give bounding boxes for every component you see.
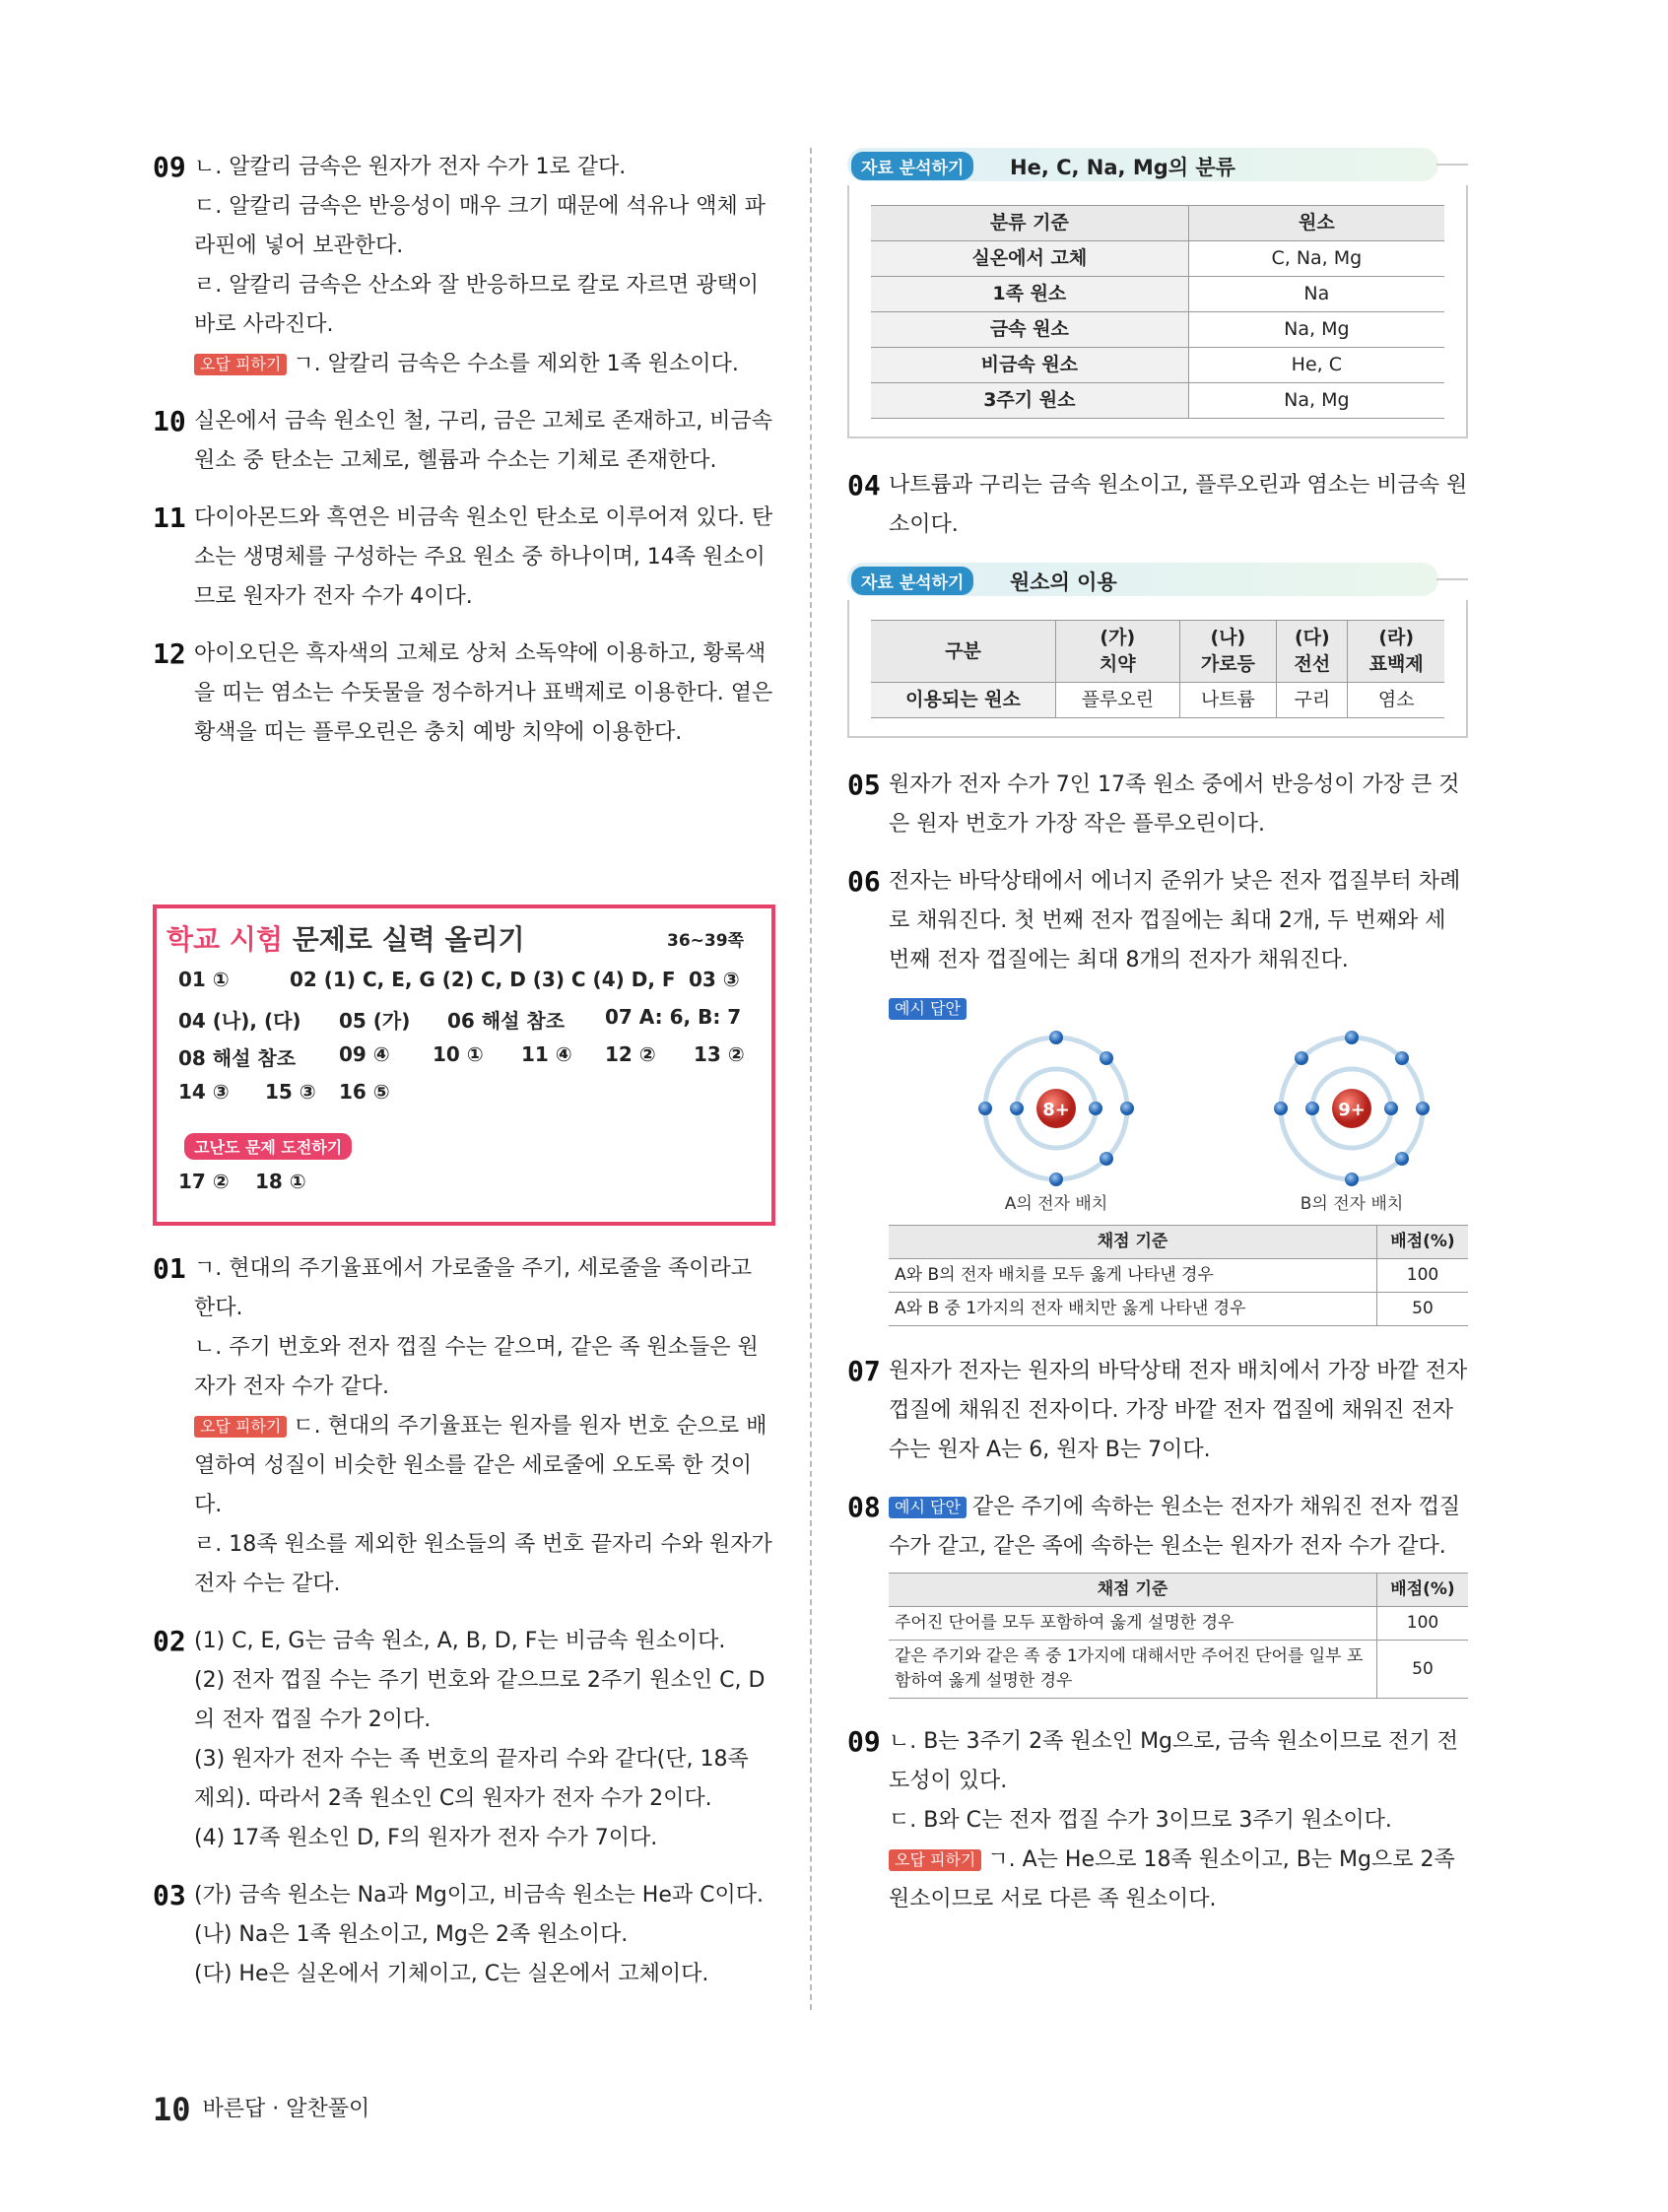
caption-b: B의 전자 배치	[1300, 1194, 1404, 1214]
answer-key: 16 ⑤	[339, 1080, 390, 1104]
question-number: 03	[153, 1879, 186, 1911]
answer-key: 03 ③	[689, 968, 740, 991]
example-answer-tag: 예시 답안	[889, 1497, 967, 1518]
nucleus-charge-a: 8+	[1042, 1100, 1070, 1120]
answer-text: 원자가 전자 수가 7인 17족 원소 중에서 반응성이 가장 큰 것은 원자 번호가 가장 작은 플루오린이다.	[889, 772, 1460, 837]
answer-line: (1) C, E, G는 금속 원소, A, B, D, F는 비금속 원소이다.	[194, 1629, 726, 1653]
table-row: 3주기 원소 Na, Mg	[871, 383, 1444, 419]
scoring-table-06: 채점 기준 배점(%) A와 B의 전자 배치를 모두 옳게 나타낸 경우 100 A와 B 중 1가지의 전자 배치만 옳게 나타낸 경우 50	[889, 1225, 1468, 1326]
answer-line: ㄹ. 18족 원소를 제외한 원소들의 족 번호 끝자리 수와 원자가 전자 수는 같다.	[194, 1532, 772, 1596]
answer-line: ㄷ. 알칼리 금속은 반응성이 매우 크기 때문에 석유나 액체 파라핀에 넣어 보관한다.	[194, 194, 766, 258]
answer-09-left	[153, 148, 773, 384]
answer-10	[153, 402, 773, 481]
answer-03	[153, 1876, 773, 1994]
wrong-answer-tag: 오답 피하기	[194, 354, 287, 375]
answer-02	[153, 1622, 773, 1858]
atom-diagram-svg	[889, 1030, 1468, 1217]
answer-text: 실온에서 금속 원소인 철, 구리, 금은 고체로 존재하고, 비금속 원소 중 탄소는 고체로, 헬륨과 수소는 기체로 존재한다.	[194, 409, 772, 473]
answer-09-right	[847, 1722, 1468, 1919]
answer-key: 09 ④	[339, 1042, 390, 1066]
scoring-table-08: 채점 기준 배점(%) 주어진 단어를 모두 포함하여 옳게 설명한 경우 100 같은 주기와 같은 족 중 1가지에 대해서만 주어진 단어를 일부 포함하여 옳게 설명한 경우 50	[889, 1573, 1468, 1699]
answer-line: ㄹ. 알칼리 금속은 산소와 잘 반응하므로 칼로 자르면 광택이 바로 사라진다.	[194, 273, 759, 337]
answer-line: ㄱ. A는 He으로 18족 원소이고, B는 Mg으로 2족 원소이므로 서로 다른 족 원소이다.	[889, 1847, 1455, 1911]
table-row: 주어진 단어를 모두 포함하여 옳게 설명한 경우 100	[889, 1607, 1468, 1641]
answer-line: (3) 원자가 전자 수는 족 번호의 끝자리 수와 같다(단, 18족 제외). 따라서 2족 원소인 C의 원자가 전자 수가 2이다.	[194, 1747, 749, 1811]
atom-b	[1274, 1031, 1430, 1186]
usage-table: 구분 (가) 치약 (나) 가로등 (다) 전선 (라) 표백제 이용되는 원소 플루오린 나트륨 구리 염소	[871, 620, 1444, 718]
atom-a	[978, 1031, 1134, 1186]
question-number: 09	[153, 151, 186, 183]
question-number: 02	[153, 1625, 186, 1657]
question-number: 08	[847, 1491, 881, 1523]
left-column	[153, 148, 773, 1986]
answer-11	[153, 499, 773, 617]
answer-key: 13 ②	[694, 1042, 745, 1066]
answer-key: 11 ④	[521, 1042, 572, 1066]
answer-line: ㄷ. B와 C는 전자 껍질 수가 3이므로 3주기 원소이다.	[889, 1808, 1392, 1833]
answer-key: 07 A: 6, B: 7	[605, 1005, 742, 1029]
analysis-box-header	[847, 563, 1468, 600]
answer-line: (4) 17족 원소인 D, F의 원자가 전자 수가 7이다.	[194, 1826, 658, 1850]
answer-line: (가) 금속 원소는 Na과 Mg이고, 비금속 원소는 He과 C이다.	[194, 1883, 764, 1908]
column-divider	[810, 148, 812, 2010]
answer-line: (다) He은 실온에서 기체이고, C는 실온에서 고체이다.	[194, 1962, 709, 1986]
electron-configuration-diagrams	[889, 1030, 1468, 1217]
answer-06-example	[889, 998, 1468, 1326]
footer-title: 바른답 · 알찬풀이	[202, 2097, 370, 2121]
answer-key: 06 해설 참조	[447, 1009, 566, 1033]
nucleus-charge-b: 9+	[1338, 1100, 1366, 1120]
question-number: 10	[153, 405, 186, 437]
caption-a: A의 전자 배치	[1004, 1194, 1108, 1214]
answer-key: 04 (나), (다)	[178, 1009, 301, 1033]
answer-line: ㄴ. 알칼리 금속은 원자가 전자 수가 1로 같다.	[194, 155, 627, 179]
answer-06	[847, 862, 1468, 980]
classification-table: 분류 기준 원소 실온에서 고체 C, Na, Mg 1족 원소 Na 금속 원소 Na, Mg 비금속 원소 He, C 3주기 원소 Na, Mg	[871, 205, 1444, 419]
answer-line: ㄷ. 현대의 주기율표는 원자를 원자 번호 순으로 배열하여 성질이 비슷한 원소를 같은 세로줄에 오도록 한 것이다.	[194, 1414, 767, 1517]
question-number: 04	[847, 469, 881, 502]
answer-04	[847, 466, 1468, 545]
page-range: 36~39쪽	[667, 931, 744, 951]
table-row: 실온에서 고체 C, Na, Mg	[871, 241, 1444, 277]
left-lower-section	[153, 1249, 773, 2012]
answer-line: ㄴ. 주기 번호와 전자 껍질 수는 같으며, 같은 족 원소들은 원자가 전자 수가 같다.	[194, 1335, 759, 1399]
question-number: 07	[847, 1355, 881, 1387]
answer-line: ㄴ. B는 3주기 2족 원소인 Mg으로, 금속 원소이므로 전기 전도성이 있다.	[889, 1729, 1458, 1793]
table-row: 비금속 원소 He, C	[871, 348, 1444, 383]
answer-text: 원자가 전자는 원자의 바닥상태 전자 배치에서 가장 바깥 전자 껍질에 채워진 전자이다. 가장 바깥 전자 껍질에 채워진 전자 수는 원자 A는 6, 원자 B는 7이다.	[889, 1359, 1468, 1462]
answer-line: ㄱ. 알칼리 금속은 수소를 제외한 1족 원소이다.	[293, 352, 739, 376]
answer-key: 10 ①	[433, 1042, 484, 1066]
hard-challenge-label: 고난도 문제 도전하기	[184, 1133, 352, 1160]
answer-key: 12 ②	[605, 1042, 656, 1066]
answer-01	[153, 1249, 773, 1604]
answer-key: 05 (가)	[339, 1009, 411, 1033]
right-column	[847, 148, 1468, 1937]
question-number: 09	[847, 1725, 881, 1758]
answer-text: 나트륨과 구리는 금속 원소이고, 플루오린과 염소는 비금속 원소이다.	[889, 473, 1468, 537]
question-number: 06	[847, 865, 881, 898]
school-box-title: 학교 시험 문제로 실력 올리기	[167, 923, 525, 956]
question-number: 12	[153, 637, 186, 670]
answer-key: 02 (1) C, E, G (2) C, D (3) C (4) D, F	[290, 968, 676, 991]
answer-08-scoring	[889, 1573, 1468, 1699]
table-row: 1족 원소 Na	[871, 277, 1444, 312]
analysis-box-header	[847, 148, 1468, 185]
answer-text: 아이오딘은 흑자색의 고체로 상처 소독약에 이용하고, 황록색을 띠는 염소는 수돗물을 정수하거나 표백제로 이용한다. 옅은 황색을 띠는 플루오린은 충치 예방 치약에 이용한다.	[194, 641, 773, 745]
answer-line: (2) 전자 껍질 수는 주기 번호와 같으므로 2주기 원소인 C, D의 전자 껍질 수가 2이다.	[194, 1668, 766, 1732]
answer-12	[153, 635, 773, 753]
analysis-title: He, C, Na, Mg의 분류	[1010, 156, 1235, 179]
usage-table-box	[847, 600, 1468, 738]
page-footer	[153, 2091, 369, 2128]
answer-text: 다이아몬드와 흑연은 비금속 원소인 탄소로 이루어져 있다. 탄소는 생명체를 구성하는 주요 원소 중 하나이며, 14족 원소이므로 원자가 전자 수가 4이다.	[194, 505, 773, 609]
analysis-title: 원소의 이용	[1010, 570, 1117, 594]
school-exam-answer-box	[153, 905, 775, 1226]
question-number: 01	[153, 1252, 186, 1285]
answer-key: 01 ①	[178, 968, 230, 991]
answer-07	[847, 1352, 1468, 1470]
answer-05	[847, 766, 1468, 844]
answer-key: 14 ③	[178, 1080, 230, 1104]
wrong-answer-tag: 오답 피하기	[194, 1416, 287, 1438]
analysis-label: 자료 분석하기	[851, 152, 973, 180]
answer-text: 같은 주기에 속하는 원소는 전자가 채워진 전자 껍질 수가 같고, 같은 족에 속하는 원소는 원자가 전자 수가 같다.	[889, 1495, 1461, 1559]
answer-key: 15 ③	[265, 1080, 316, 1104]
answer-key: 18 ①	[255, 1170, 306, 1193]
answer-text: 전자는 바닥상태에서 에너지 준위가 낮은 전자 껍질부터 차례로 채워진다. 첫 번째 전자 껍질에는 최대 2개, 두 번째와 세 번째 전자 껍질에는 최대 8개의 전자가 채워진다.	[889, 869, 1461, 972]
answer-key: 08 해설 참조	[178, 1046, 297, 1070]
table-row: A와 B 중 1가지의 전자 배치만 옳게 나타낸 경우 50	[889, 1293, 1468, 1326]
example-answer-tag: 예시 답안	[889, 998, 967, 1020]
answer-line: (나) Na은 1족 원소이고, Mg은 2족 원소이다.	[194, 1922, 629, 1947]
question-number: 05	[847, 769, 881, 801]
table-row: 같은 주기와 같은 족 중 1가지에 대해서만 주어진 단어를 일부 포함하여 옳게 설명한 경우 50	[889, 1641, 1468, 1699]
table-row: 금속 원소 Na, Mg	[871, 312, 1444, 348]
table-row: A와 B의 전자 배치를 모두 옳게 나타낸 경우 100	[889, 1259, 1468, 1293]
classification-table-box	[847, 185, 1468, 438]
analysis-label: 자료 분석하기	[851, 567, 973, 595]
page-number: 10	[153, 2091, 191, 2128]
question-number: 11	[153, 502, 186, 534]
answer-08	[847, 1488, 1468, 1567]
wrong-answer-tag: 오답 피하기	[889, 1849, 981, 1871]
answer-line: ㄱ. 현대의 주기율표에서 가로줄을 주기, 세로줄을 족이라고 한다.	[194, 1256, 752, 1320]
table-row: 이용되는 원소 플루오린 나트륨 구리 염소	[871, 683, 1444, 718]
answer-key: 17 ②	[178, 1170, 230, 1193]
